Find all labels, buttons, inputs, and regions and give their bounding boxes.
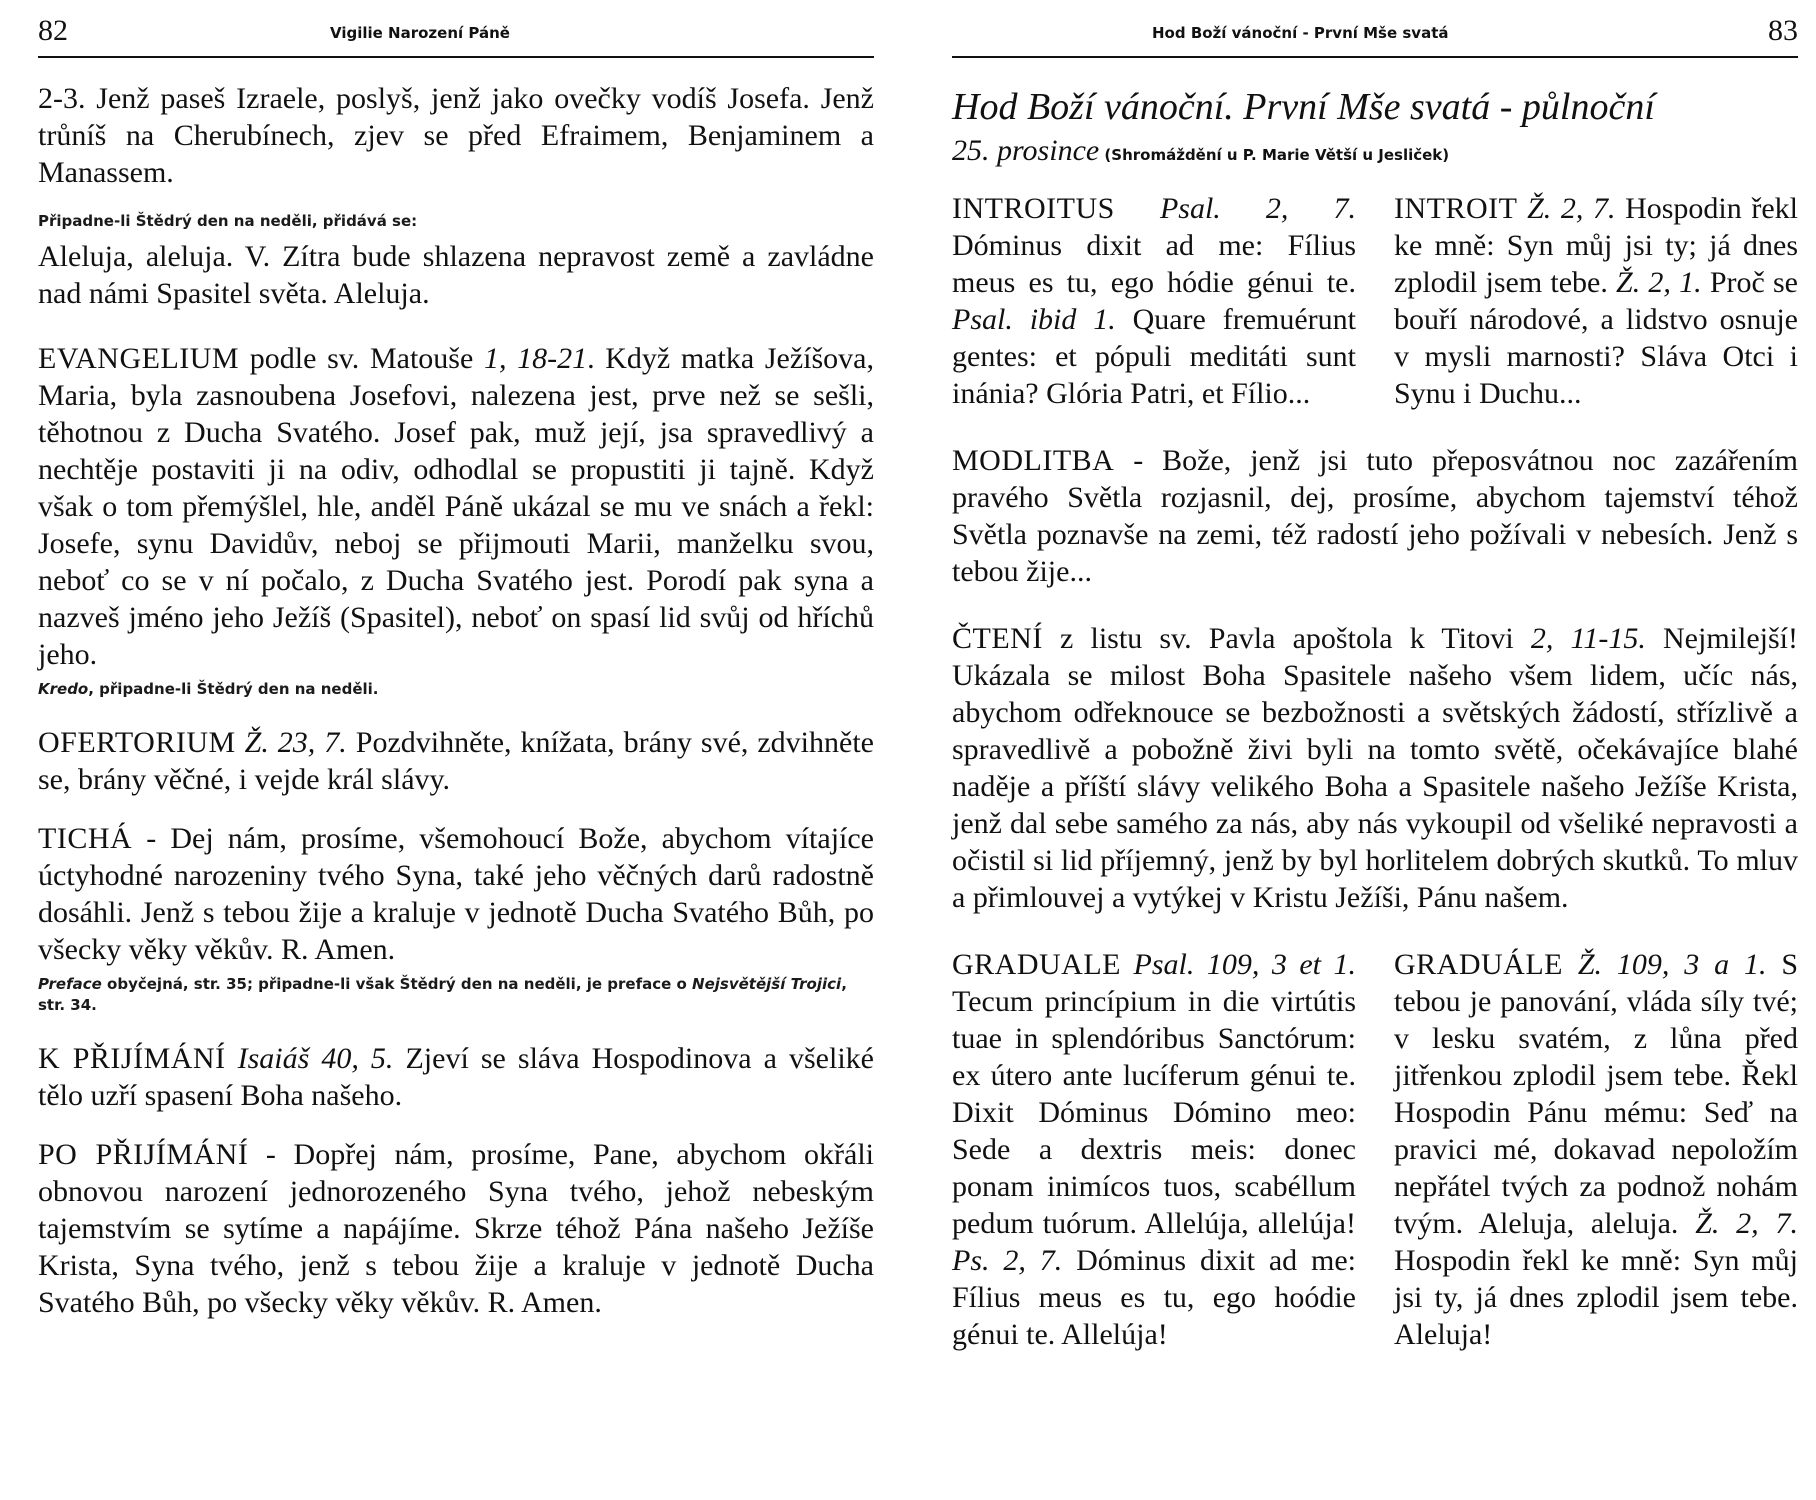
introit-latin-heading: INTROITUS — [952, 192, 1115, 225]
introit-czech-heading: INTROIT — [1394, 192, 1518, 225]
secret-heading: TICHÁ — [38, 822, 133, 855]
preface-note-c: Nejsvětější Trojici — [692, 975, 842, 993]
offertory-text: Pozdvihněte, knížata, brány své, zdvihněte se, brány věčné, i vejde král slávy. — [38, 726, 874, 796]
introit-latin-text-b: Quare fremuérunt gentes: et pópuli meditáti sunt inánia? Glória Patri, et Fílio... — [952, 303, 1356, 410]
gradual-latin — [952, 946, 1356, 1353]
offertory-ref: Ž. 23, 7. — [235, 726, 347, 759]
gospel-intro: podle sv. Matouše — [239, 342, 484, 375]
page-number-left: 82 — [38, 14, 68, 47]
introit-czech — [1394, 190, 1798, 412]
communion-ref: Isaiáš 40, 5. — [225, 1042, 394, 1075]
right-page — [952, 0, 1798, 1353]
preface-note — [38, 974, 874, 1016]
gospel-section — [38, 340, 874, 673]
gradual-czech — [1394, 946, 1798, 1353]
gradual-czech-ref2: Ž. 2, 7. — [1695, 1207, 1798, 1240]
preface-note-d: , str. 34. — [38, 975, 847, 1014]
epistle-ref: 2, 11-15. — [1530, 622, 1646, 655]
preface-note-a: Preface — [38, 975, 102, 993]
feast-title: Hod Boží vánoční. První Mše svatá - půlnoční — [952, 86, 1655, 128]
sunday-note: Připadne-li Štědrý den na neděli, přidává se: — [38, 212, 418, 230]
introit-latin — [952, 190, 1356, 412]
gospel-ref: 1, 18-21 — [483, 342, 588, 375]
feast-date-line — [952, 134, 1798, 168]
communion-text: Zjeví se sláva Hospodinova a všeliké tělo uzří spasení Boha našeho. — [38, 1042, 874, 1112]
left-page — [38, 0, 874, 1321]
epistle-text: Nejmilejší! Ukázala se milost Boha Spasitele našeho všem lidem, učíc nás, abychom odřeknouce se bezbožnosti a světských žádostí, střízlivě a spravedlivě a pobožně živi byli na tomto světě, očekávajíce blahé naděje a příští slávy velikého Boha a Spasitele našeho Ježíše Krista, jenž dal sebe samého za nás, aby nás vykoupil od všeliké nepravosti a očistil si lid příjemný, jenž by byl horlitelem dobrých skutků. To mluv a přimlouvej a vytýkej v Kristu Ježíši, Pánu našem. — [952, 622, 1798, 914]
feast-date-note: (Shromáždění u P. Marie Větší u Jesliček) — [1099, 146, 1450, 164]
gospel-text: . Když matka Ježíšova, Maria, byla zasnoubena Josefovi, nalezena jest, prve než se sešli, těhotnou z Ducha Svatého. Josef pak, muž její, jsa spravedlivý a nechtěje postaviti ji na odiv, odhodlal se propustiti ji tajně. Když však o tom přemýšlel, hle, anděl Páně ukázal se mu ve snách a řekl: Josefe, synu Davidův, neboj se přijmouti Marii, manželku svou, neboť co se v ní počalo, z Ducha Svatého jest. Porodí pak syna a nazveš jméno jeho Ježíš (Spasitel), neboť on spasí lid svůj od hříchů jeho. — [38, 342, 874, 671]
credo-note-rest: , připadne-li Štědrý den na neděli. — [88, 680, 379, 698]
introit-latin-ref2: Psal. ibid 1. — [952, 303, 1116, 336]
gradual-latin-ref2: Ps. 2, 7. — [952, 1244, 1063, 1277]
right-running-head — [952, 0, 1798, 58]
collect-section — [952, 442, 1798, 590]
communion-section — [38, 1040, 874, 1114]
intro-paragraph: 2-3. Jenž paseš Izraele, poslyš, jenž jako ovečky vodíš Josefa. Jenž trůníš na Cherubínech, zjev se před Efraimem, Benjaminem a Manassem. — [38, 82, 874, 189]
epistle-intro: z listu sv. Pavla apoštola k Titovi — [1042, 622, 1531, 655]
feast-date: 25. prosince — [952, 134, 1100, 167]
collect-heading: MODLITBA — [952, 444, 1115, 477]
introit-czech-ref: Ž. 2, 7. — [1517, 192, 1616, 225]
preface-note-b: obyčejná, str. 35; připadne-li však Štědrý den na neděli, je preface o — [101, 975, 693, 993]
postcommunion-text: - Dopřej nám, prosíme, Pane, abychom okřáli obnovou narození jednorozeného Syna tvého, jehož nebeským tajemstvím se sytíme a napájíme. Skrze téhož Pána našeho Ježíše Krista, Syna tvého, jenž s tebou žije a kraluje v jednotě Ducha Svatého Bůh, po všecky věky věkův. R. Amen. — [38, 1138, 874, 1319]
introit-czech-text-a: Hospodin řekl ke mně: Syn můj jsi ty; já dnes zplodil jsem tebe. — [1394, 192, 1798, 299]
collect-text: - Bože, jenž jsi tuto přeposvátnou noc zazářením pravého Světla rozjasnil, dej, prosíme, abychom tajemství téhož Světla poznavše na zemi, též radostí jeho požívali v nebesích. Jenž s tebou žije... — [952, 444, 1798, 588]
introit-latin-text-a: Dóminus dixit ad me: Fílius meus es tu, ego hódie génui te. — [952, 229, 1356, 299]
introit-czech-ref2: Ž. 2, 1. — [1616, 266, 1702, 299]
gradual-latin-ref: Psal. 109, 3 et 1. — [1121, 948, 1356, 981]
gradual-latin-heading: GRADUALE — [952, 948, 1121, 981]
offertory-heading: OFERTORIUM — [38, 726, 236, 759]
left-running-head — [38, 0, 874, 58]
introit-czech-text-b: Proč se bouří národové, a lidstvo osnuje v mysli marnosti? Sláva Otci i Synu i Duchu... — [1394, 266, 1798, 410]
gradual-latin-text-a: Tecum princípium in die virtútis tuae in splendóribus Sanctórum: ex útero ante lucíferum génui te. Dixit Dóminus Dómino meo: Sede a dextris meis: donec ponam inimícos tuos, scabéllum pedum tuórum. Allelúja, allelúja! — [952, 985, 1356, 1240]
page-number-right: 83 — [1768, 14, 1798, 47]
running-head-title-left: Vigilie Narození Páně — [330, 24, 510, 42]
running-head-title-right: Hod Boží vánoční - První Mše svatá — [1152, 24, 1449, 42]
postcommunion-section — [38, 1136, 874, 1321]
gradual-columns — [952, 946, 1798, 1353]
offertory-section — [38, 724, 874, 798]
communion-heading: K PŘIJÍMÁNÍ — [38, 1042, 226, 1075]
credo-note-italic: Kredo — [38, 680, 89, 698]
epistle-heading: ČTENÍ — [952, 622, 1043, 655]
gradual-czech-text-a: S tebou je panování, vláda síly tvé; v lesku svatém, z lůna před jitřenkou zplodil jsem tebe. Řekl Hospodin Pánu mému: Seď na pravici mé, dokavad nepoložím nepřátel tvých za podnož nohám tvým. Aleluja, aleluja. — [1394, 948, 1799, 1240]
secret-text: - Dej nám, prosíme, všemohoucí Bože, abychom vítajíce úctyhodné narozeniny tvého Syna, také jeho věčných darů radostně dosáhli. Jenž s tebou žije a kraluje v jednotě Ducha Svatého Bůh, po všecky věky věkův. R. Amen. — [38, 822, 874, 966]
alleluia-paragraph: Aleluja, aleluja. V. Zítra bude shlazena nepravost země a zavládne nad námi Spasitel světa. Aleluja. — [38, 240, 874, 310]
postcommunion-heading: PO PŘIJÍMÁNÍ — [38, 1138, 249, 1171]
epistle-section — [952, 620, 1798, 916]
gradual-czech-heading: GRADUÁLE — [1394, 948, 1563, 981]
secret-section — [38, 820, 874, 968]
gradual-czech-ref: Ž. 109, 3 a 1. — [1563, 948, 1767, 981]
gospel-heading: EVANGELIUM — [38, 342, 240, 375]
introit-latin-ref: Psal. 2, 7. — [1114, 192, 1356, 225]
gradual-czech-text-b: Hospodin řekl ke mně: Syn můj jsi ty, já dnes zplodil jsem tebe. Aleluja! — [1394, 1244, 1798, 1351]
introit-columns — [952, 190, 1798, 412]
gradual-latin-text-b: Dóminus dixit ad me: Fílius meus es tu, ego hoódie génui te. Allelúja! — [952, 1244, 1356, 1351]
credo-note — [38, 679, 874, 700]
